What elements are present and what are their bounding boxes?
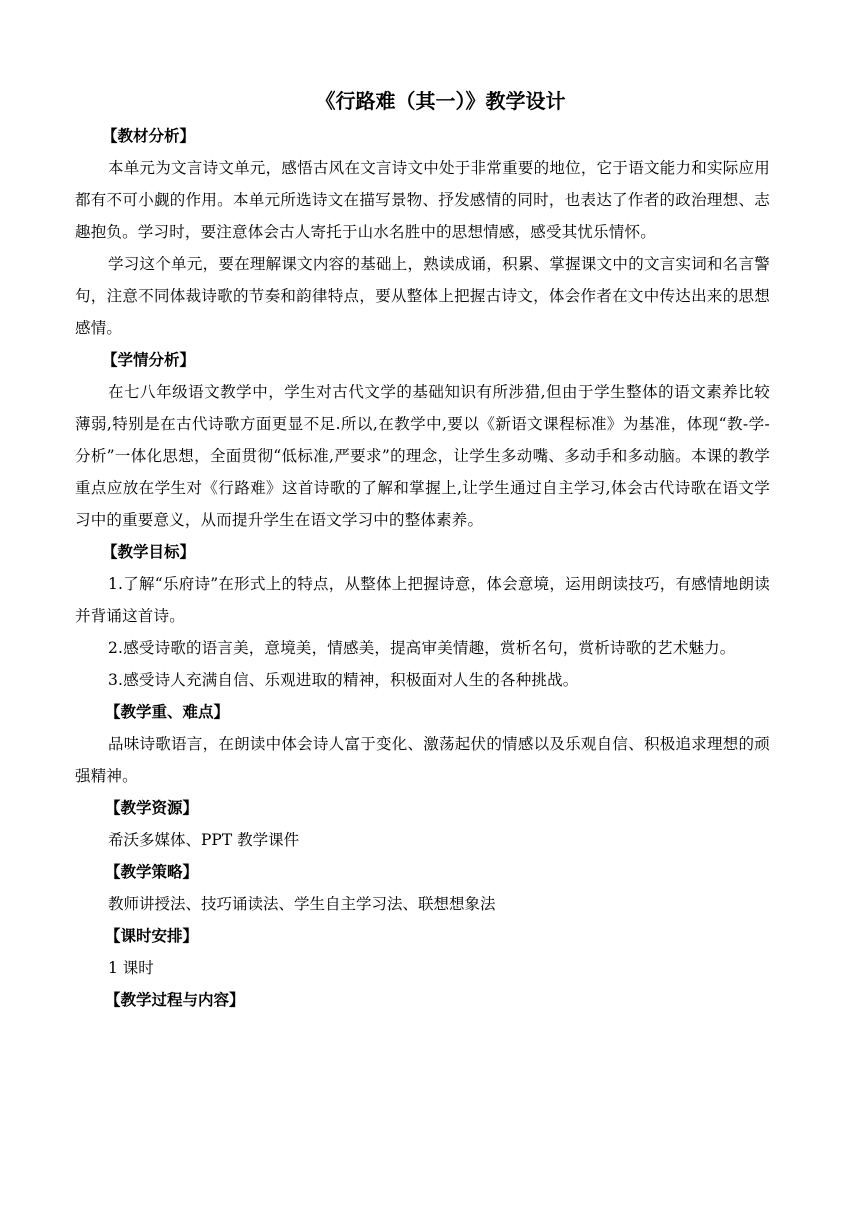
- schedule-text: 1 课时: [108, 959, 154, 977]
- paragraph-learner-1: 在七八年级语文教学中，学生对古代文学的基础知识有所涉猎,但由于学生整体的语文素养比较薄弱,特别是在古代诗歌方面更显不足.所以,在教学中,要以《新语文课程标准》为基准，体现“教-学-分析”一体化思想，全面贯彻“低标准,严要求”的理念，让学生多动嘴、多动手和多动脑。本课的教学重点应放在学生对《行路难》这首诗歌的了解和掌握上,让学生通过自主学习,体会古代诗歌在语文学习中的重要意义，从而提升学生在语文学习中的整体素养。: [75, 383, 770, 529]
- paragraph-material-2: 学习这个单元，要在理解课文内容的基础上，熟读成诵，积累、掌握课文中的文言实词和名言警句，注意不同体裁诗歌的节奏和韵律特点，要从整体上把握古诗文，体会作者在文中传达出来的思想感情。: [75, 255, 770, 337]
- goal-item-3: 3.感受诗人充满自信、乐观进取的精神，积极面对人生的各种挑战。: [108, 671, 579, 689]
- heading-strategy: 【教学策略】: [105, 863, 199, 881]
- strategy-text: 教师讲授法、技巧诵读法、学生自主学习法、联想想象法: [108, 895, 496, 913]
- heading-resources: 【教学资源】: [105, 799, 199, 817]
- document-title: 《行路难（其一）》教学设计: [315, 89, 566, 113]
- document-body: [75, 86, 770, 1016]
- goal-item-2: 2.感受诗歌的语言美，意境美，情感美，提高审美情趣，赏析名句，赏析诗歌的艺术魅力。: [108, 639, 736, 657]
- heading-schedule: 【课时安排】: [105, 927, 199, 945]
- resources-text: 希沃多媒体、PPT 教学课件: [108, 831, 300, 849]
- goal-item-1: 1.了解“乐府诗”在形式上的特点，从整体上把握诗意，体会意境，运用朗读技巧，有感情地朗读并背诵这首诗。: [75, 575, 770, 625]
- paragraph-key-points: 品味诗歌语言，在朗读中体会诗人富于变化、激荡起伏的情感以及乐观自信、积极追求理想的顽强精神。: [75, 735, 770, 785]
- heading-key-points: 【教学重、难点】: [105, 703, 230, 721]
- heading-process: 【教学过程与内容】: [105, 991, 245, 1009]
- heading-teaching-goals: 【教学目标】: [102, 543, 196, 561]
- paragraph-material-1: 本单元为文言诗文单元，感悟古风在文言诗文中处于非常重要的地位，它于语文能力和实际应用都有不可小觑的作用。本单元所选诗文在描写景物、抒发感情的同时，也表达了作者的政治理想、志趣抱负。学习时，要注意体会古人寄托于山水名胜中的思想情感，感受其忧乐情怀。: [75, 159, 770, 241]
- heading-learner-analysis: 【学情分析】: [102, 351, 196, 369]
- heading-material-analysis: 【教材分析】: [102, 127, 196, 145]
